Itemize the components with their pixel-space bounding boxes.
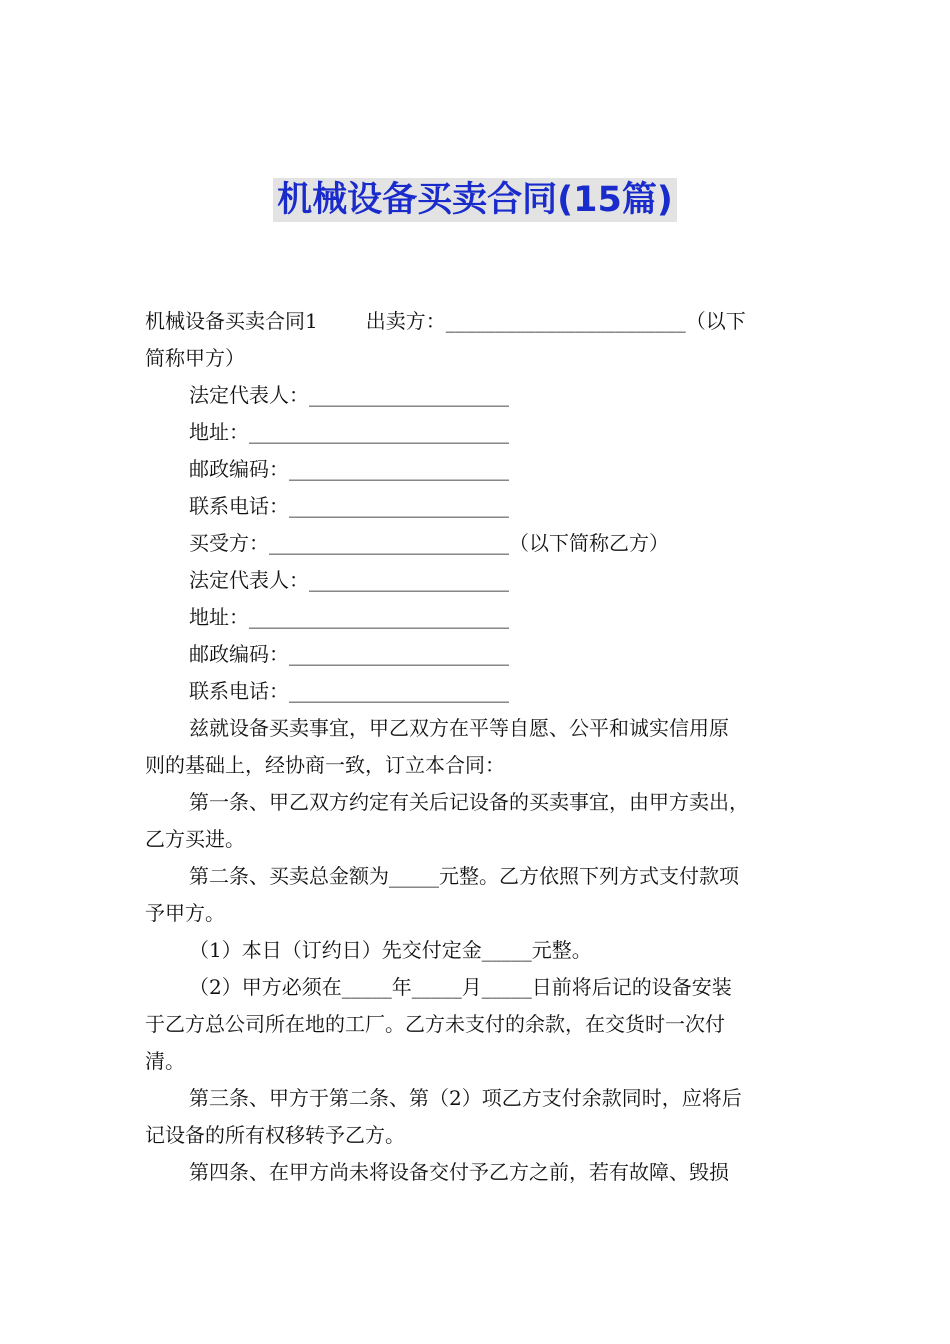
paragraph-line: 乙方买进。 [145,827,245,851]
title-block [0,178,950,222]
paragraph-line: 联系电话：______________________ [189,494,509,518]
seller-field: 出卖方：________________________（以下 [365,309,746,333]
paragraph-line: （1）本日（订约日）先交付定金_____元整。 [189,938,592,962]
paragraph-line: 第四条、在甲方尚未将设备交付予乙方之前，若有故障、毁损 [189,1160,729,1184]
paragraph-line: 买受方：________________________（以下简称乙方） [189,531,669,555]
paragraph-line: 第二条、买卖总金额为_____元整。乙方依照下列方式支付款项 [189,864,739,888]
paragraph-line: 地址：__________________________ [189,605,509,629]
paragraph-line: 清。 [145,1049,185,1073]
paragraph-line: 予甲方。 [145,901,225,925]
paragraph-line: 第三条、甲方于第二条、第（2）项乙方支付余款同时，应将后 [189,1086,742,1110]
paragraph-line: 第一条、甲乙双方约定有关后记设备的买卖事宜，由甲方卖出， [189,790,749,814]
contract-heading: 机械设备买卖合同1 [145,309,318,333]
paragraph-line: 兹就设备买卖事宜，甲乙双方在平等自愿、公平和诚实信用原 [189,716,729,740]
paragraph-line: 法定代表人：____________________ [189,568,509,592]
document-body [145,303,820,1191]
paragraph-line: 联系电话：______________________ [189,679,509,703]
paragraph-line: 于乙方总公司所在地的工厂。乙方未支付的余款，在交货时一次付 [145,1012,725,1036]
paragraph-line: （2）甲方必须在_____年_____月_____日前将后记的设备安装 [189,975,732,999]
paragraph-line: 则的基础上，经协商一致，订立本合同： [145,753,505,777]
paragraph-line [145,303,820,340]
document-title: 机械设备买卖合同(15篇) [273,178,677,222]
paragraph-line: 记设备的所有权移转予乙方。 [145,1123,405,1147]
paragraph-line: 邮政编码：______________________ [189,642,509,666]
paragraph-line: 简称甲方） [145,346,245,370]
paragraph-line: 邮政编码：______________________ [189,457,509,481]
paragraph-line: 法定代表人：____________________ [189,383,509,407]
paragraph-line: 地址：__________________________ [189,420,509,444]
